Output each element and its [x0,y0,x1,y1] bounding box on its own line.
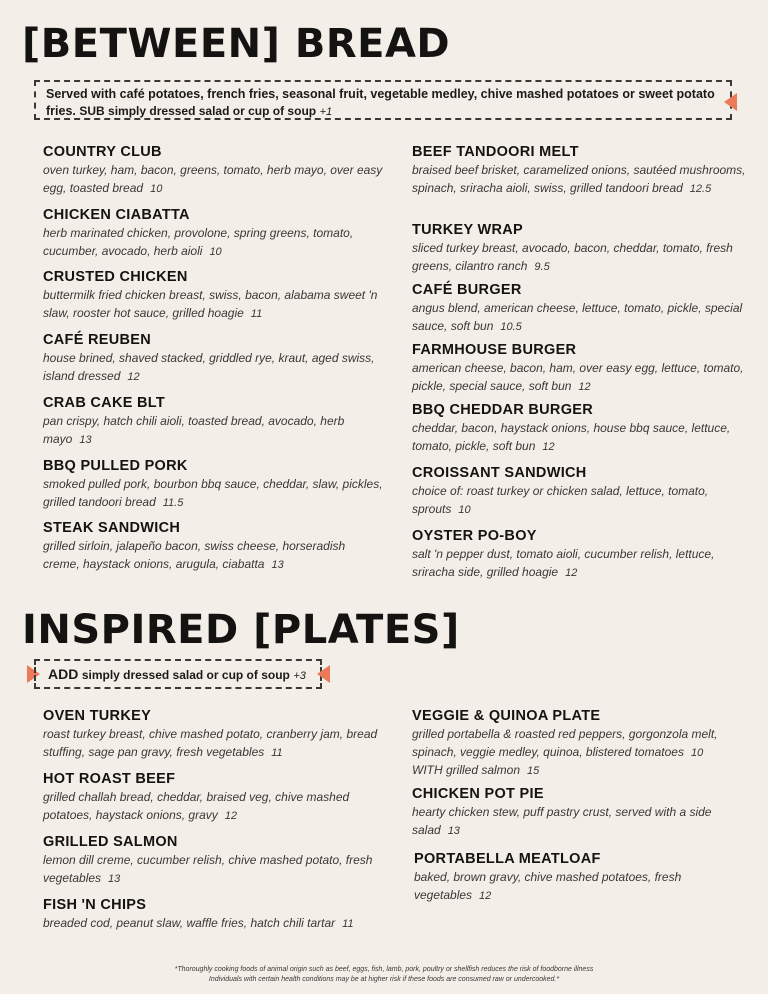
menu-item-desc [412,726,752,781]
menu-item-desc [412,300,752,336]
menu-item-desc [43,413,383,449]
menu-item-desc [43,162,383,198]
menu-item-name: VEGGIE & QUINOA PLATE [412,708,601,724]
item-price: 9.5 [534,260,550,273]
menu-item-name: OVEN TURKEY [43,708,152,724]
item-price: 10 [209,245,222,258]
menu-item [43,519,383,574]
menu-item [412,464,752,519]
menu-item-name: FARMHOUSE BURGER [412,342,577,358]
arrow-left-icon [724,93,737,111]
menu-item-desc [412,162,752,198]
item-desc-text: sliced turkey breast, avocado, bacon, cheddar, tomato, fresh greens, cilantro ranch [412,241,733,273]
menu-item-name: GRILLED SALMON [43,834,178,850]
item-desc-text: house brined, shaved stacked, griddled rye, kraut, aged swiss, island dressed [43,351,375,383]
menu-item-name: COUNTRY CLUB [43,144,162,160]
item-desc-text: grilled sirloin, jalapeño bacon, swiss cheese, horseradish creme, haystack onions, arugula, ciabatta [43,539,346,571]
item-desc-text: choice of: roast turkey or chicken salad, lettuce, tomato, sprouts [412,484,709,516]
menu-item [414,850,754,905]
section-title-between-bread: [BETWEEN] BREAD [22,21,451,67]
menu-item-desc [412,804,712,840]
menu-item-desc [43,350,383,386]
item-desc-text: hearty chicken stew, puff pastry crust, served with a side salad [412,805,712,837]
menu-item-desc [43,225,383,261]
menu-item-name: CAFÉ REUBEN [43,332,152,348]
section-title-inspired-plates: INSPIRED [PLATES] [22,607,460,653]
sides-note-sub: SUB simply dressed salad or cup of soup [79,104,317,118]
item-desc-text: angus blend, american cheese, lettuce, tomato, pickle, special sauce, soft bun [412,301,743,333]
menu-item [43,896,383,934]
menu-item-name: HOT ROAST BEEF [43,771,176,787]
item-price: 12 [565,566,578,579]
menu-item [43,143,383,198]
menu-item [43,707,383,762]
item-price: 10 [690,746,704,759]
menu-item-name: CAFÉ BURGER [412,282,522,298]
item-desc-text: pan crispy, hatch chili aioli, toasted bread, avocado, herb mayo [43,414,345,446]
item-desc-text: lemon dill creme, cucumber relish, chive mashed potato, fresh vegetables [43,853,373,885]
sides-note-sub-price: +1 [319,106,333,118]
item-desc-text: braised beef brisket, caramelized onions, sautéed mushrooms, spinach, sriracha aioli, swiss, grilled tandoori bread [412,163,746,195]
footnote-line: Individuals with certain health conditions may be at higher risk if these foods are consumed raw or undercooked.* [208,976,560,983]
menu-item [412,281,752,336]
menu-item-name: BEEF TANDOORI MELT [412,144,579,160]
item-desc-text: smoked pulled pork, bourbon bbq sauce, cheddar, slaw, pickles, grilled tandoori bread [43,477,383,509]
menu-item [43,457,383,512]
add-note-box [34,659,322,689]
menu-item-name: CHICKEN POT PIE [412,786,544,802]
menu-item-name: OYSTER PO-BOY [412,528,537,544]
item-desc-text: salt 'n pepper dust, tomato aioli, cucumber relish, lettuce, sriracha side, grilled hoagie [412,547,715,579]
menu-item [412,527,752,582]
item-desc-text: oven turkey, ham, bacon, greens, tomato, herb mayo, over easy egg, toasted bread [43,163,383,195]
menu-item [412,341,752,396]
menu-item-name: CHICKEN CIABATTA [43,207,190,223]
menu-item [412,401,752,456]
food-safety-footnote [0,965,768,985]
item-extra-price: 15 [527,765,540,777]
menu-item [43,394,383,449]
menu-item-desc [43,915,383,934]
item-price: 12 [542,440,555,453]
menu-item [43,770,383,825]
sides-note-text: Served with café potatoes, french fries, seasonal fruit, vegetable medley, chive mashed potatoes or sweet potato fries. [46,87,715,118]
item-desc-text: roast turkey breast, chive mashed potato, cranberry jam, bread stuffing, sage pan gravy, fresh vegetables [43,727,378,759]
menu-item-desc [43,726,383,762]
menu-item [412,143,752,198]
menu-item-name: STEAK SANDWICH [43,520,181,536]
menu-item [412,785,752,840]
item-price: 10.5 [500,320,522,333]
item-price: 12 [578,380,591,393]
item-price: 12 [224,809,238,822]
menu-item [43,268,383,323]
menu-item-desc [412,240,752,276]
item-price: 12 [479,889,492,902]
item-desc-text: american cheese, bacon, ham, over easy egg, lettuce, tomato, pickle, special sauce, soft bun [412,361,744,393]
menu-item [412,707,752,781]
menu-item-desc [43,538,383,574]
item-price: 11 [250,307,263,320]
item-price: 10 [458,503,471,516]
menu-item-name: CRAB CAKE BLT [43,395,166,411]
item-price: 12.5 [689,182,712,195]
menu-item [412,221,752,276]
menu-item [43,833,383,888]
menu-item-name: TURKEY WRAP [412,222,523,238]
menu-item [43,206,383,261]
item-price: 11 [342,918,354,930]
add-note-price: +3 [293,670,306,682]
menu-item-name: CRUSTED CHICKEN [43,269,188,285]
item-desc-text: cheddar, bacon, haystack onions, house bbq sauce, lettuce, tomato, pickle, soft bun [412,421,731,453]
menu-item-desc [43,476,383,512]
sides-note-box [34,80,732,120]
footnote-line: *Thoroughly cooking foods of animal origin such as beef, eggs, fish, lamb, pork, poultry or shellfish reduces the risk of foodborne illness [174,966,594,973]
menu-item-desc [43,852,383,888]
item-price: 13 [447,824,460,837]
item-desc-text: buttermilk fried chicken breast, swiss, bacon, alabama sweet 'n slaw, rooster hot sauce, grilled hoagie [43,288,378,320]
add-note-text: simply dressed salad or cup of soup [81,668,290,682]
item-price: 13 [108,872,121,885]
menu-item-desc [412,546,752,582]
menu-item-name: CROISSANT SANDWICH [412,465,587,481]
item-price: 11.5 [162,496,184,509]
menu-item-name: FISH 'N CHIPS [43,897,147,913]
item-price: 12 [127,370,140,383]
menu-item-desc [43,287,383,323]
arrow-left-icon [317,665,330,683]
item-price: 13 [79,433,92,446]
item-desc-text: grilled challah bread, cheddar, braised veg, chive mashed potatoes, haystack onions, gravy [43,790,350,822]
item-desc-text: herb marinated chicken, provolone, spring greens, tomato, cucumber, avocado, herb aioli [43,226,354,258]
item-price: 10 [150,182,163,195]
menu-item-name: BBQ PULLED PORK [43,458,188,474]
item-price: 11 [271,746,283,759]
item-desc-text: grilled portabella & roasted red peppers, gorgonzola melt, spinach, veggie medley, quinoa, blistered tomatoes [412,727,718,759]
menu-item-desc [43,789,383,825]
menu-item-desc [412,420,752,456]
menu-item [43,331,383,386]
menu-item-name: BBQ CHEDDAR BURGER [412,402,594,418]
menu-item-desc [412,360,752,396]
item-price: 13 [271,558,284,571]
item-desc-text: breaded cod, peanut slaw, waffle fries, hatch chili tartar [43,916,336,930]
add-note-label: ADD [48,666,79,682]
item-desc-text: baked, brown gravy, chive mashed potatoes, fresh vegetables [414,870,682,902]
menu-item-desc [412,483,752,519]
item-extra: WITH grilled salmon [412,763,521,777]
menu-item-name: PORTABELLA MEATLOAF [414,851,601,867]
menu-item-desc [414,869,684,905]
